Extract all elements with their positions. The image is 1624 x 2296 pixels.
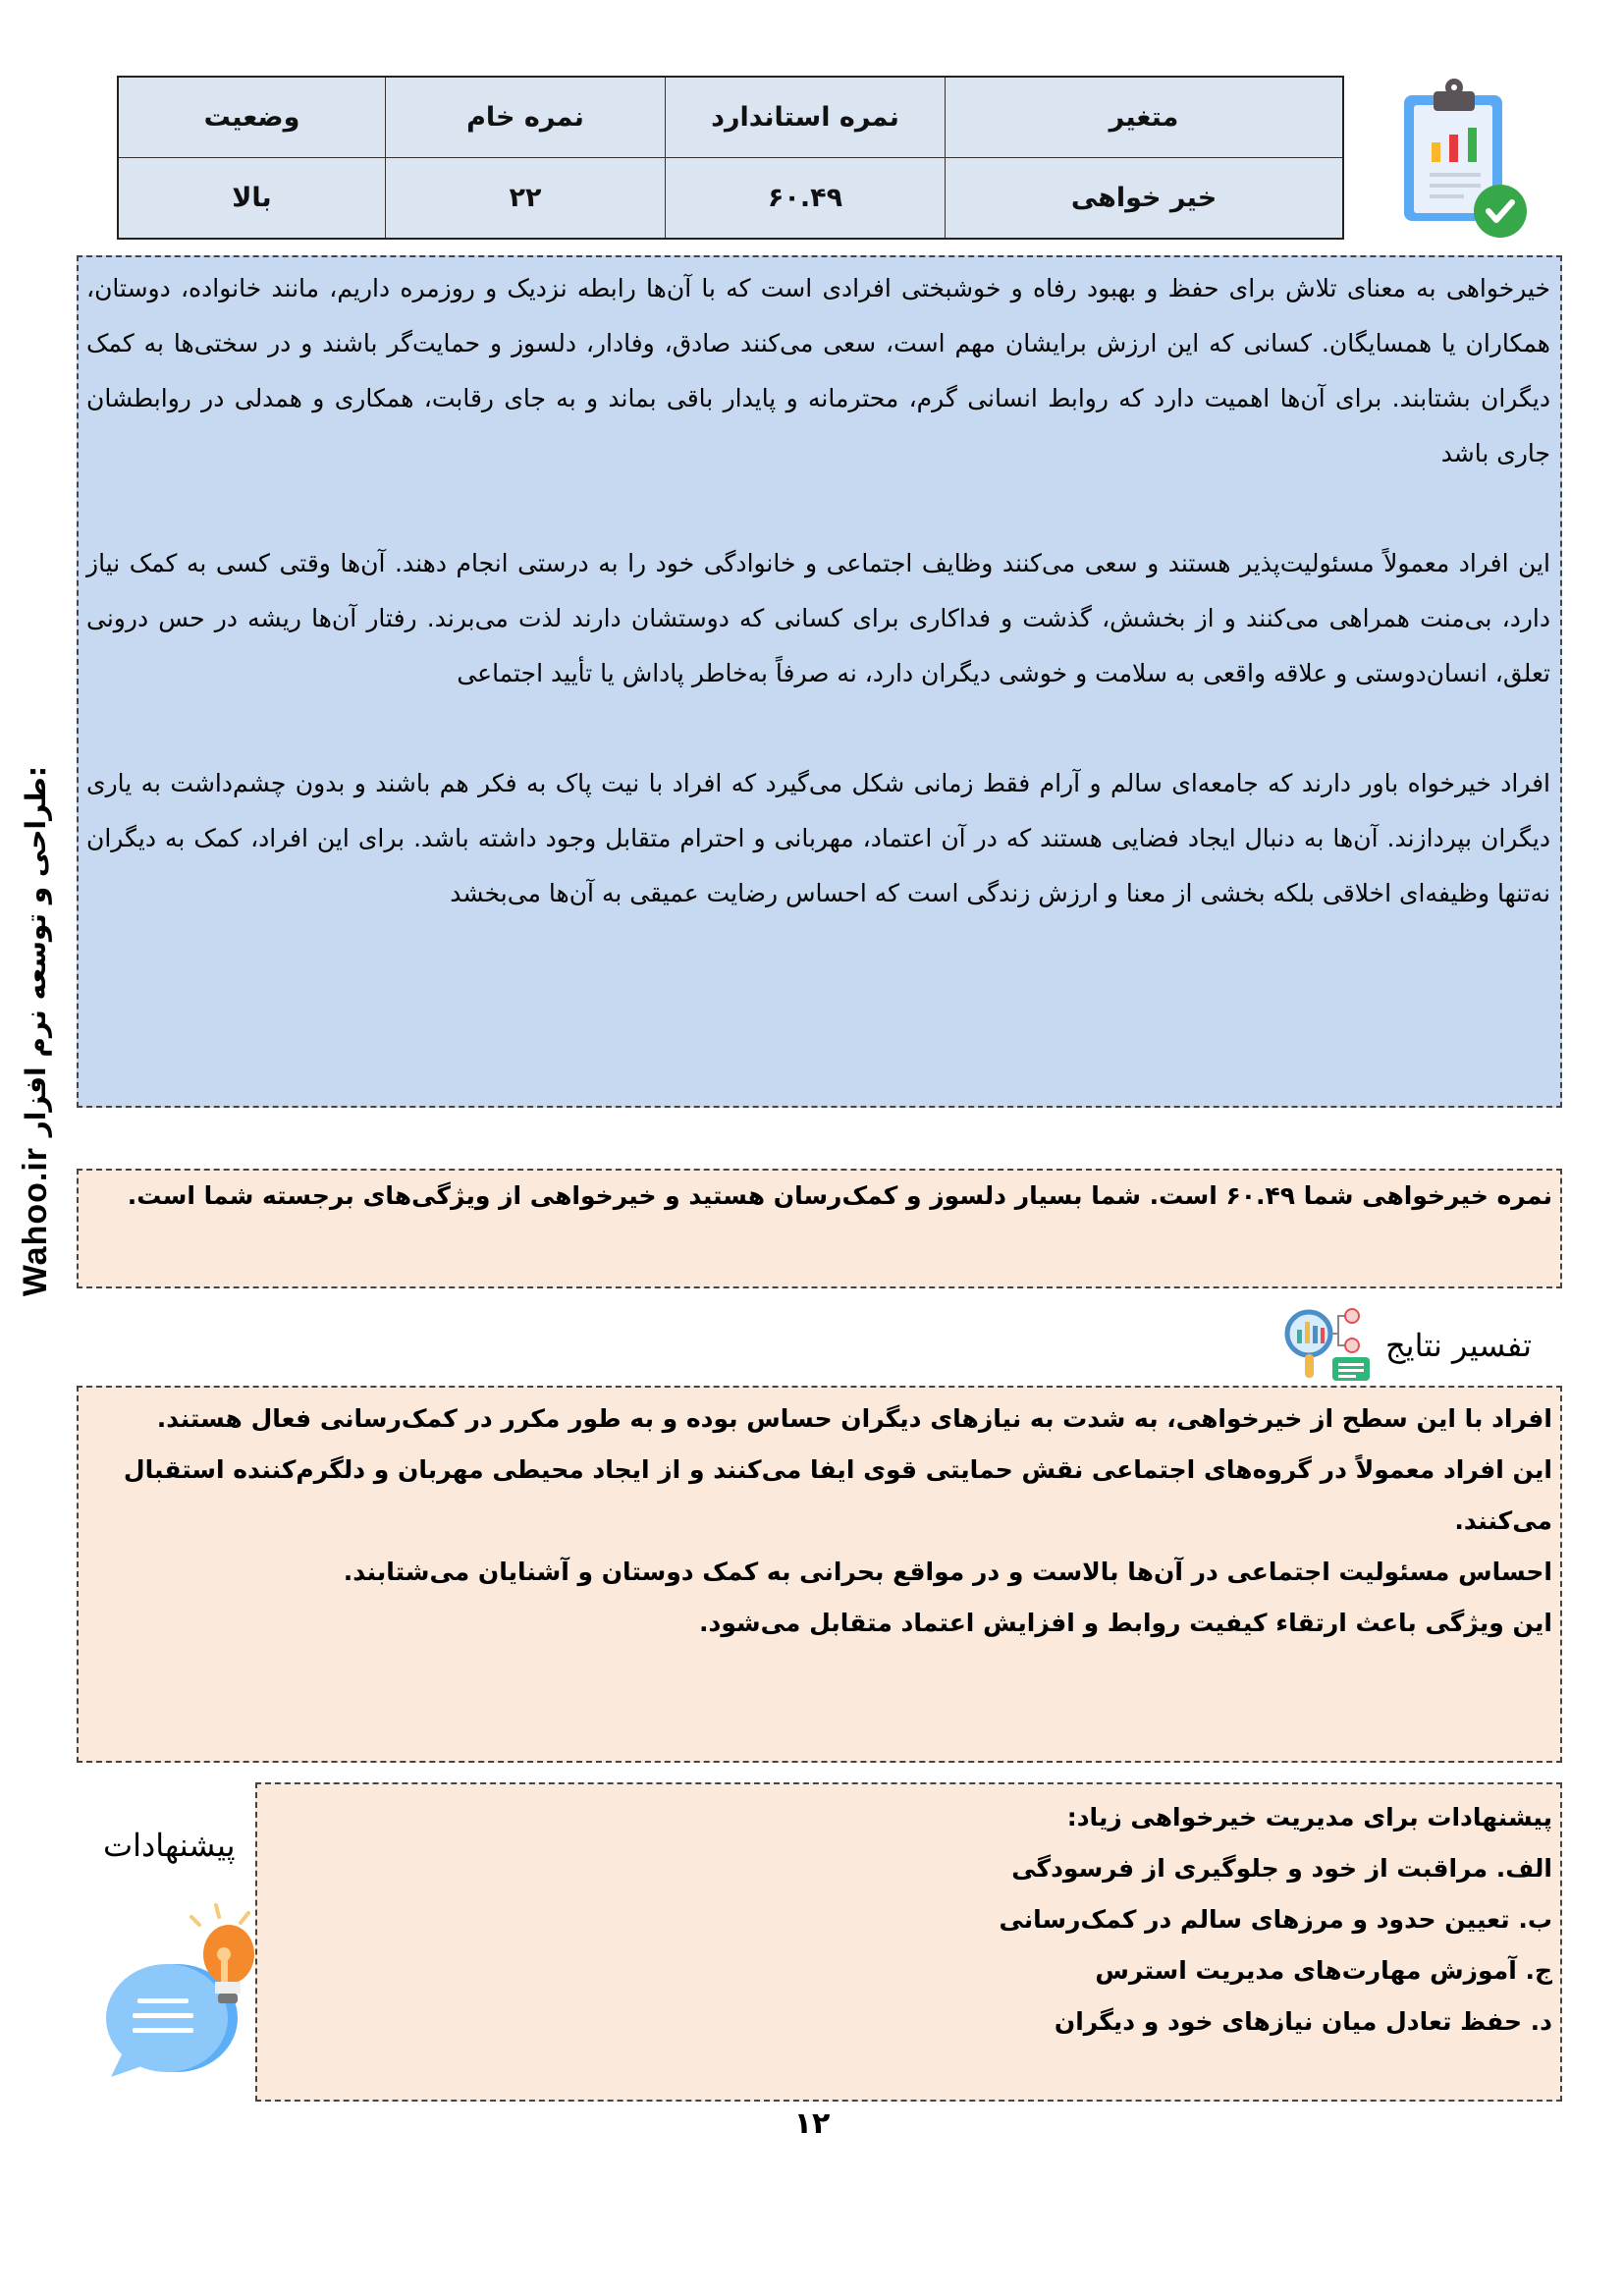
description-paragraph: افراد خیرخواه باور دارند که جامعه‌ای سالم و آرام فقط زمانی شکل می‌گیرد که افراد با نیت پاک به فکر هم باشند و بدون چشم‌داشت به یاری دیگران بپردازند. آن‌ها به دنبال ایجاد فضایی هستند که در آن اعتماد، مهربانی و احترام متقابل وجود داشته باشد. برای این افراد، کمک به دیگران نه‌تنها وظیفه‌ای اخلاقی بلکه بخشی از معنا و ارزش زندگی است که احساس رضایت عمیقی به آن‌ها می‌بخشد xyxy=(86,769,1550,907)
suggestions-title: پیشنهادات xyxy=(103,1827,236,1864)
site-link[interactable]: Wahoo.ir xyxy=(16,1146,54,1296)
interpretation-box xyxy=(77,1386,1562,1763)
score-table xyxy=(117,76,1344,240)
interpretation-heading xyxy=(1277,1306,1532,1385)
cell-status: بالا xyxy=(118,158,386,240)
description-paragraph: خیرخواهی به معنای تلاش برای حفظ و بهبود رفاه و خوشبختی افرادی است که با آن‌ها رابطه نزدیک و روزمره داریم، مانند خانواده، دوستان، همکاران یا همسایگان. کسانی که این ارزش برایشان مهم است، سعی می‌کنند صادق، وفادار، دلسوز و حمایت‌گر باشند و در سختی‌ها به کمک دیگران بشتابند. برای آن‌ها اهمیت دارد که روابط انسانی گرم، محترمانه و پایدار باقی بماند و به جای رقابت، همکاری و همدلی در روابطشان جاری باشد xyxy=(86,274,1550,467)
list-item: د. حفظ تعادل میان نیازهای خود و دیگران xyxy=(1054,2007,1552,2036)
cell-variable: خیر خواهی xyxy=(946,158,1344,240)
speech-bubble-lightbulb-icon xyxy=(93,1895,260,2077)
header-raw-score: نمره خام xyxy=(386,77,666,158)
suggestions-list xyxy=(265,1792,1552,2048)
header-standard-score: نمره استاندارد xyxy=(666,77,946,158)
list-item: این ویژگی باعث ارتقاء کیفیت روابط و افزایش اعتماد متقابل می‌شود. xyxy=(699,1609,1552,1637)
cell-standard-score: ۶۰.۴۹ xyxy=(666,158,946,240)
description-paragraph: این افراد معمولاً مسئولیت‌پذیر هستند و سعی می‌کنند وظایف اجتماعی و خانوادگی خود را به درستی انجام دهند. آن‌ها وقتی کسی به کمک نیاز دارد، بی‌منت همراهی می‌کنند و از بخشش، گذشت و فداکاری برای کسانی که دوستشان دارند لذت می‌برند. رفتار آن‌ها ریشه در حس درونی تعلق، انسان‌دوستی و علاقه واقعی به سلامت و خوشی دیگران دارد، نه صرفاً به‌خاطر پاداش یا تأیید اجتماعی xyxy=(86,549,1550,687)
cell-raw-score: ۲۲ xyxy=(386,158,666,240)
list-item: الف. مراقبت از خود و جلوگیری از فرسودگی xyxy=(1011,1854,1552,1883)
list-item: پیشنهادات برای مدیریت خیرخواهی زیاد: xyxy=(1066,1803,1552,1831)
suggestions-box xyxy=(255,1782,1562,2102)
description-box xyxy=(77,255,1562,1108)
summary-text: نمره خیرخواهی شما ۶۰.۴۹ است. شما بسیار دلسوز و کمک‌رسان هستید و خیرخواهی از ویژگی‌های برجسته شما است. xyxy=(127,1181,1552,1210)
list-item: ب. تعیین حدود و مرزهای سالم در کمک‌رسانی xyxy=(999,1905,1552,1934)
interpretation-list xyxy=(86,1394,1552,1649)
magnifier-analysis-icon xyxy=(1277,1306,1376,1385)
header-status: وضعیت xyxy=(118,77,386,158)
list-item: افراد با این سطح از خیرخواهی، به شدت به نیازهای دیگران حساس بوده و به طور مکرر در کمک‌رسانی فعال هستند. xyxy=(156,1404,1552,1433)
interpretation-title: تفسیر نتایج xyxy=(1385,1327,1532,1364)
clipboard-report-icon xyxy=(1392,74,1530,241)
table-header-row xyxy=(118,77,1343,158)
designer-label: طراحی و توسعه نرم افزار: xyxy=(19,766,52,1137)
sidebar-credit xyxy=(12,766,59,1296)
page-number: ۱۲ xyxy=(793,2106,831,2141)
header-variable: متغیر xyxy=(946,77,1344,158)
table-row xyxy=(118,158,1343,240)
list-item: این افراد معمولاً در گروه‌های اجتماعی نقش حمایتی قوی ایفا می‌کنند و از ایجاد محیطی مهربان و دلگرم‌کننده استقبال می‌کنند. xyxy=(123,1455,1552,1535)
summary-box xyxy=(77,1169,1562,1288)
list-item: احساس مسئولیت اجتماعی در آن‌ها بالاست و در مواقع بحرانی به کمک دوستان و آشنایان می‌شتابند. xyxy=(343,1558,1552,1586)
list-item: ج. آموزش مهارت‌های مدیریت استرس xyxy=(1095,1956,1552,1985)
